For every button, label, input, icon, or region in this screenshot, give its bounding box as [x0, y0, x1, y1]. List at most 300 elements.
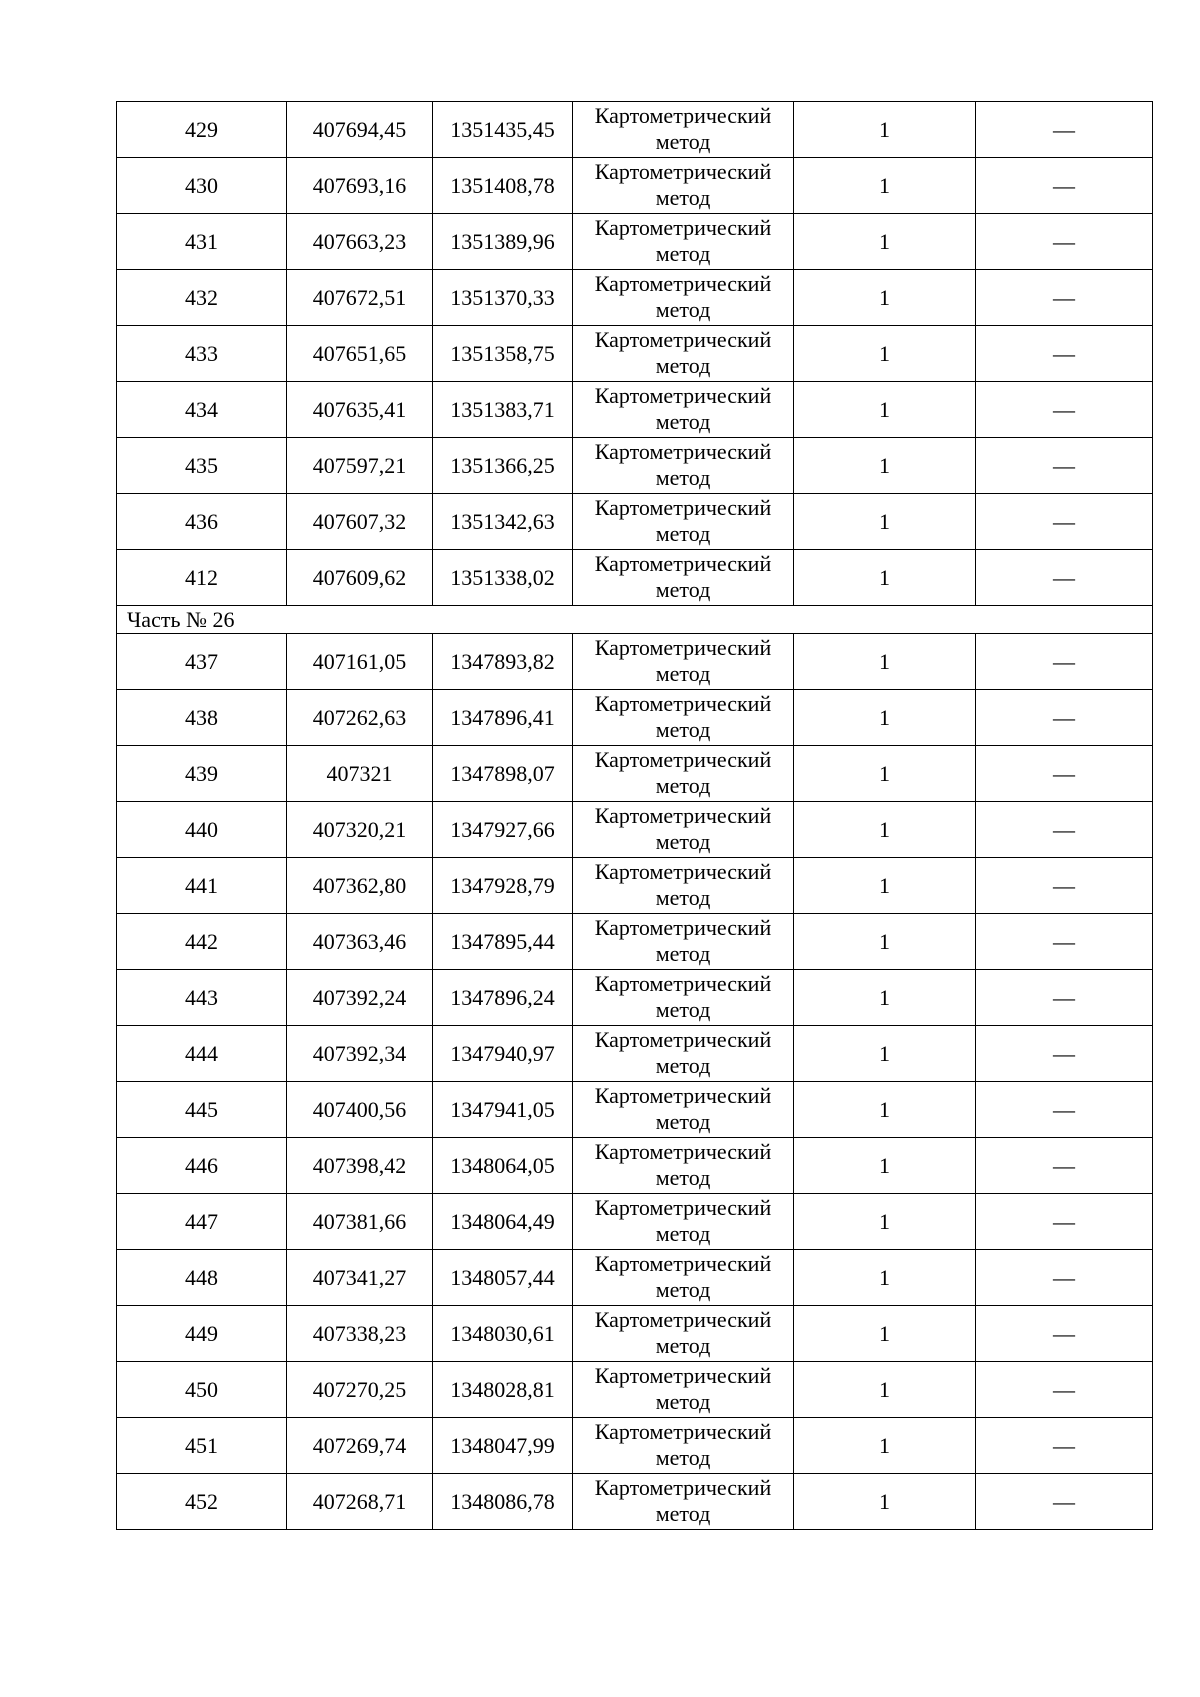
- accuracy-cell: [794, 438, 976, 494]
- accuracy-cell: [794, 802, 976, 858]
- section-label: Часть № 26: [117, 606, 1153, 634]
- method-text: Картометрический метод: [594, 1194, 772, 1246]
- x-coordinate-text: 407392,24: [312, 984, 407, 1010]
- point-number-cell: [117, 494, 287, 550]
- point-number-text: 446: [185, 1152, 218, 1178]
- table-row: [117, 802, 1153, 858]
- y-coordinate-text: 1351366,25: [450, 452, 555, 478]
- x-coordinate-cell: [287, 550, 433, 606]
- x-coordinate-cell: [287, 494, 433, 550]
- accuracy-cell: [794, 746, 976, 802]
- point-number-text: 433: [185, 340, 218, 366]
- y-coordinate-cell: [433, 102, 573, 158]
- x-coordinate-cell: [287, 438, 433, 494]
- accuracy-text: 1: [879, 1096, 890, 1122]
- note-dash: —: [1053, 1208, 1075, 1234]
- note-cell: [976, 1138, 1153, 1194]
- x-coordinate-cell: [287, 858, 433, 914]
- method-text: Картометрический метод: [594, 1474, 772, 1526]
- note-dash: —: [1053, 1096, 1075, 1122]
- accuracy-cell: [794, 690, 976, 746]
- point-number-text: 434: [185, 396, 218, 422]
- method-cell: [573, 102, 794, 158]
- y-coordinate-cell: [433, 1138, 573, 1194]
- point-number-cell: [117, 690, 287, 746]
- point-number-text: 445: [185, 1096, 218, 1122]
- y-coordinate-cell: [433, 1026, 573, 1082]
- accuracy-cell: [794, 1194, 976, 1250]
- note-cell: [976, 802, 1153, 858]
- point-number-cell: [117, 634, 287, 690]
- method-cell: [573, 158, 794, 214]
- method-text: Картометрический метод: [594, 1250, 772, 1302]
- y-coordinate-text: 1351408,78: [450, 172, 555, 198]
- method-cell: [573, 1362, 794, 1418]
- y-coordinate-text: 1347893,82: [450, 648, 555, 674]
- y-coordinate-cell: [433, 550, 573, 606]
- note-dash: —: [1053, 508, 1075, 534]
- method-cell: [573, 550, 794, 606]
- accuracy-text: 1: [879, 340, 890, 366]
- x-coordinate-text: 407268,71: [312, 1488, 407, 1514]
- method-text: Картометрический метод: [594, 326, 772, 378]
- note-dash: —: [1053, 564, 1075, 590]
- point-number-text: 447: [185, 1208, 218, 1234]
- x-coordinate-text: 407381,66: [312, 1208, 407, 1234]
- point-number-cell: [117, 914, 287, 970]
- method-cell: [573, 494, 794, 550]
- point-number-cell: [117, 438, 287, 494]
- section-header-row: [117, 606, 1153, 634]
- note-dash: —: [1053, 340, 1075, 366]
- point-number-cell: [117, 382, 287, 438]
- method-text: Картометрический метод: [594, 438, 772, 490]
- point-number-text: 435: [185, 452, 218, 478]
- y-coordinate-text: 1347927,66: [450, 816, 555, 842]
- method-cell: [573, 858, 794, 914]
- point-number-cell: [117, 1026, 287, 1082]
- x-coordinate-text: 407320,21: [312, 816, 407, 842]
- x-coordinate-cell: [287, 1250, 433, 1306]
- note-dash: —: [1053, 284, 1075, 310]
- method-cell: [573, 1138, 794, 1194]
- accuracy-text: 1: [879, 1208, 890, 1234]
- x-coordinate-text: 407341,27: [312, 1264, 407, 1290]
- method-text: Картометрический метод: [594, 1138, 772, 1190]
- note-dash: —: [1053, 1040, 1075, 1066]
- x-coordinate-text: 407321: [326, 760, 393, 786]
- note-cell: [976, 1250, 1153, 1306]
- point-number-cell: [117, 1194, 287, 1250]
- accuracy-cell: [794, 1418, 976, 1474]
- accuracy-text: 1: [879, 564, 890, 590]
- table-row: [117, 214, 1153, 270]
- note-cell: [976, 690, 1153, 746]
- method-cell: [573, 1306, 794, 1362]
- method-cell: [573, 1250, 794, 1306]
- note-dash: —: [1053, 172, 1075, 198]
- y-coordinate-text: 1347928,79: [450, 872, 555, 898]
- note-cell: [976, 438, 1153, 494]
- note-cell: [976, 1362, 1153, 1418]
- y-coordinate-text: 1351342,63: [450, 508, 555, 534]
- y-coordinate-cell: [433, 1306, 573, 1362]
- accuracy-cell: [794, 1138, 976, 1194]
- table-row: [117, 1250, 1153, 1306]
- x-coordinate-text: 407363,46: [312, 928, 407, 954]
- point-number-cell: [117, 1250, 287, 1306]
- note-dash: —: [1053, 816, 1075, 842]
- point-number-text: 436: [185, 508, 218, 534]
- note-cell: [976, 102, 1153, 158]
- accuracy-cell: [794, 550, 976, 606]
- accuracy-text: 1: [879, 1320, 890, 1346]
- point-number-cell: [117, 1418, 287, 1474]
- y-coordinate-text: 1348030,61: [450, 1320, 555, 1346]
- method-text: Картометрический метод: [594, 270, 772, 322]
- table-row: [117, 1026, 1153, 1082]
- point-number-text: 444: [185, 1040, 218, 1066]
- x-coordinate-text: 407651,65: [312, 340, 407, 366]
- table-row: [117, 270, 1153, 326]
- y-coordinate-cell: [433, 858, 573, 914]
- table-row: [117, 1362, 1153, 1418]
- y-coordinate-cell: [433, 438, 573, 494]
- y-coordinate-text: 1351358,75: [450, 340, 555, 366]
- y-coordinate-cell: [433, 1362, 573, 1418]
- method-text: Картометрический метод: [594, 382, 772, 434]
- point-number-text: 443: [185, 984, 218, 1010]
- note-cell: [976, 158, 1153, 214]
- table-row: [117, 858, 1153, 914]
- method-cell: [573, 214, 794, 270]
- note-cell: [976, 382, 1153, 438]
- y-coordinate-text: 1348047,99: [450, 1432, 555, 1458]
- x-coordinate-cell: [287, 102, 433, 158]
- x-coordinate-cell: [287, 1026, 433, 1082]
- accuracy-cell: [794, 858, 976, 914]
- x-coordinate-cell: [287, 1138, 433, 1194]
- x-coordinate-cell: [287, 746, 433, 802]
- accuracy-text: 1: [879, 984, 890, 1010]
- y-coordinate-text: 1351370,33: [450, 284, 555, 310]
- y-coordinate-cell: [433, 326, 573, 382]
- point-number-text: 431: [185, 228, 218, 254]
- method-cell: [573, 1418, 794, 1474]
- point-number-cell: [117, 1082, 287, 1138]
- table-row: [117, 970, 1153, 1026]
- note-cell: [976, 746, 1153, 802]
- table-row: [117, 690, 1153, 746]
- x-coordinate-text: 407400,56: [312, 1096, 407, 1122]
- accuracy-cell: [794, 158, 976, 214]
- point-number-text: 450: [185, 1376, 218, 1402]
- accuracy-cell: [794, 1026, 976, 1082]
- y-coordinate-cell: [433, 1082, 573, 1138]
- accuracy-text: 1: [879, 116, 890, 142]
- x-coordinate-cell: [287, 1194, 433, 1250]
- x-coordinate-text: 407161,05: [312, 648, 407, 674]
- x-coordinate-text: 407597,21: [312, 452, 407, 478]
- x-coordinate-text: 407635,41: [312, 396, 407, 422]
- table-row: [117, 1138, 1153, 1194]
- accuracy-text: 1: [879, 816, 890, 842]
- method-cell: [573, 326, 794, 382]
- accuracy-text: 1: [879, 872, 890, 898]
- note-dash: —: [1053, 396, 1075, 422]
- x-coordinate-cell: [287, 802, 433, 858]
- x-coordinate-cell: [287, 914, 433, 970]
- table-row: [117, 746, 1153, 802]
- accuracy-cell: [794, 914, 976, 970]
- point-number-text: 451: [185, 1432, 218, 1458]
- method-text: Картометрический метод: [594, 1418, 772, 1470]
- table-row: [117, 326, 1153, 382]
- table-row: [117, 494, 1153, 550]
- note-dash: —: [1053, 1152, 1075, 1178]
- method-text: Картометрический метод: [594, 914, 772, 966]
- note-dash: —: [1053, 704, 1075, 730]
- table-row: [117, 1474, 1153, 1530]
- y-coordinate-text: 1347940,97: [450, 1040, 555, 1066]
- y-coordinate-cell: [433, 494, 573, 550]
- note-cell: [976, 1474, 1153, 1530]
- accuracy-text: 1: [879, 928, 890, 954]
- note-cell: [976, 214, 1153, 270]
- table-row: [117, 550, 1153, 606]
- y-coordinate-text: 1348057,44: [450, 1264, 555, 1290]
- point-number-cell: [117, 158, 287, 214]
- x-coordinate-cell: [287, 158, 433, 214]
- method-text: Картометрический метод: [594, 1082, 772, 1134]
- y-coordinate-cell: [433, 634, 573, 690]
- note-cell: [976, 634, 1153, 690]
- y-coordinate-text: 1347941,05: [450, 1096, 555, 1122]
- y-coordinate-text: 1348064,49: [450, 1208, 555, 1234]
- point-number-cell: [117, 550, 287, 606]
- point-number-cell: [117, 1306, 287, 1362]
- table-row: [117, 914, 1153, 970]
- note-dash: —: [1053, 1320, 1075, 1346]
- method-cell: [573, 914, 794, 970]
- y-coordinate-cell: [433, 746, 573, 802]
- table-row: [117, 1194, 1153, 1250]
- x-coordinate-text: 407663,23: [312, 228, 407, 254]
- method-cell: [573, 438, 794, 494]
- method-text: Картометрический метод: [594, 102, 772, 154]
- point-number-text: 442: [185, 928, 218, 954]
- y-coordinate-cell: [433, 1418, 573, 1474]
- table-row: [117, 158, 1153, 214]
- note-dash: —: [1053, 872, 1075, 898]
- y-coordinate-text: 1348028,81: [450, 1376, 555, 1402]
- accuracy-text: 1: [879, 1152, 890, 1178]
- note-cell: [976, 858, 1153, 914]
- x-coordinate-cell: [287, 270, 433, 326]
- point-number-cell: [117, 970, 287, 1026]
- point-number-cell: [117, 270, 287, 326]
- accuracy-cell: [794, 270, 976, 326]
- note-dash: —: [1053, 452, 1075, 478]
- note-dash: —: [1053, 648, 1075, 674]
- accuracy-text: 1: [879, 1376, 890, 1402]
- method-text: Картометрический метод: [594, 746, 772, 798]
- x-coordinate-cell: [287, 382, 433, 438]
- accuracy-text: 1: [879, 396, 890, 422]
- y-coordinate-text: 1347895,44: [450, 928, 555, 954]
- note-cell: [976, 326, 1153, 382]
- method-cell: [573, 1194, 794, 1250]
- accuracy-text: 1: [879, 1040, 890, 1066]
- y-coordinate-cell: [433, 1250, 573, 1306]
- method-text: Картометрический метод: [594, 1306, 772, 1358]
- method-cell: [573, 690, 794, 746]
- y-coordinate-cell: [433, 970, 573, 1026]
- note-cell: [976, 270, 1153, 326]
- point-number-cell: [117, 746, 287, 802]
- point-number-cell: [117, 326, 287, 382]
- method-text: Картометрический метод: [594, 214, 772, 266]
- accuracy-text: 1: [879, 1488, 890, 1514]
- method-cell: [573, 634, 794, 690]
- method-text: Картометрический метод: [594, 494, 772, 546]
- accuracy-text: 1: [879, 1264, 890, 1290]
- method-text: Картометрический метод: [594, 802, 772, 854]
- y-coordinate-cell: [433, 802, 573, 858]
- note-dash: —: [1053, 1488, 1075, 1514]
- accuracy-cell: [794, 214, 976, 270]
- point-number-cell: [117, 102, 287, 158]
- accuracy-cell: [794, 634, 976, 690]
- accuracy-cell: [794, 382, 976, 438]
- accuracy-text: 1: [879, 228, 890, 254]
- accuracy-text: 1: [879, 760, 890, 786]
- note-cell: [976, 550, 1153, 606]
- accuracy-cell: [794, 970, 976, 1026]
- x-coordinate-cell: [287, 1306, 433, 1362]
- x-coordinate-text: 407270,25: [312, 1376, 407, 1402]
- method-cell: [573, 1026, 794, 1082]
- y-coordinate-text: 1351383,71: [450, 396, 555, 422]
- x-coordinate-cell: [287, 1082, 433, 1138]
- point-number-text: 430: [185, 172, 218, 198]
- accuracy-text: 1: [879, 508, 890, 534]
- table-row: [117, 1418, 1153, 1474]
- method-text: Картометрический метод: [594, 158, 772, 210]
- method-cell: [573, 1082, 794, 1138]
- accuracy-text: 1: [879, 452, 890, 478]
- y-coordinate-text: 1351338,02: [450, 564, 555, 590]
- accuracy-cell: [794, 102, 976, 158]
- note-cell: [976, 1306, 1153, 1362]
- note-dash: —: [1053, 1264, 1075, 1290]
- coordinates-table: [116, 101, 1153, 1530]
- point-number-text: 437: [185, 648, 218, 674]
- table-row: [117, 382, 1153, 438]
- note-cell: [976, 1418, 1153, 1474]
- y-coordinate-cell: [433, 382, 573, 438]
- table-row: [117, 438, 1153, 494]
- note-dash: —: [1053, 760, 1075, 786]
- table-row: [117, 1306, 1153, 1362]
- point-number-cell: [117, 1474, 287, 1530]
- note-cell: [976, 914, 1153, 970]
- y-coordinate-cell: [433, 690, 573, 746]
- y-coordinate-cell: [433, 914, 573, 970]
- y-coordinate-cell: [433, 270, 573, 326]
- y-coordinate-cell: [433, 1474, 573, 1530]
- method-cell: [573, 970, 794, 1026]
- point-number-text: 439: [185, 760, 218, 786]
- note-dash: —: [1053, 1432, 1075, 1458]
- accuracy-cell: [794, 494, 976, 550]
- y-coordinate-cell: [433, 214, 573, 270]
- point-number-text: 449: [185, 1320, 218, 1346]
- accuracy-text: 1: [879, 284, 890, 310]
- accuracy-text: 1: [879, 648, 890, 674]
- method-cell: [573, 802, 794, 858]
- x-coordinate-text: 407693,16: [312, 172, 407, 198]
- method-text: Картометрический метод: [594, 550, 772, 602]
- x-coordinate-text: 407607,32: [312, 508, 407, 534]
- y-coordinate-text: 1351435,45: [450, 116, 555, 142]
- table-row: [117, 1082, 1153, 1138]
- x-coordinate-text: 407262,63: [312, 704, 407, 730]
- note-cell: [976, 494, 1153, 550]
- coordinates-table-body: [117, 102, 1153, 1530]
- note-cell: [976, 1194, 1153, 1250]
- point-number-text: 452: [185, 1488, 218, 1514]
- point-number-text: 432: [185, 284, 218, 310]
- x-coordinate-cell: [287, 326, 433, 382]
- x-coordinate-text: 407398,42: [312, 1152, 407, 1178]
- note-dash: —: [1053, 928, 1075, 954]
- method-text: Картометрический метод: [594, 1026, 772, 1078]
- accuracy-text: 1: [879, 1432, 890, 1458]
- x-coordinate-text: 407672,51: [312, 284, 407, 310]
- method-text: Картометрический метод: [594, 858, 772, 910]
- x-coordinate-text: 407609,62: [312, 564, 407, 590]
- x-coordinate-text: 407694,45: [312, 116, 407, 142]
- accuracy-text: 1: [879, 704, 890, 730]
- point-number-cell: [117, 1138, 287, 1194]
- x-coordinate-cell: [287, 634, 433, 690]
- note-dash: —: [1053, 984, 1075, 1010]
- accuracy-cell: [794, 1362, 976, 1418]
- accuracy-cell: [794, 1474, 976, 1530]
- x-coordinate-cell: [287, 214, 433, 270]
- point-number-text: 438: [185, 704, 218, 730]
- x-coordinate-text: 407269,74: [312, 1432, 407, 1458]
- method-text: Картометрический метод: [594, 970, 772, 1022]
- point-number-text: 412: [185, 564, 218, 590]
- method-cell: [573, 746, 794, 802]
- note-cell: [976, 970, 1153, 1026]
- method-text: Картометрический метод: [594, 690, 772, 742]
- point-number-cell: [117, 858, 287, 914]
- point-number-cell: [117, 802, 287, 858]
- point-number-text: 429: [185, 116, 218, 142]
- x-coordinate-cell: [287, 690, 433, 746]
- y-coordinate-text: 1348064,05: [450, 1152, 555, 1178]
- point-number-cell: [117, 214, 287, 270]
- x-coordinate-cell: [287, 1474, 433, 1530]
- accuracy-text: 1: [879, 172, 890, 198]
- method-text: Картометрический метод: [594, 1362, 772, 1414]
- point-number-text: 448: [185, 1264, 218, 1290]
- note-cell: [976, 1082, 1153, 1138]
- note-dash: —: [1053, 228, 1075, 254]
